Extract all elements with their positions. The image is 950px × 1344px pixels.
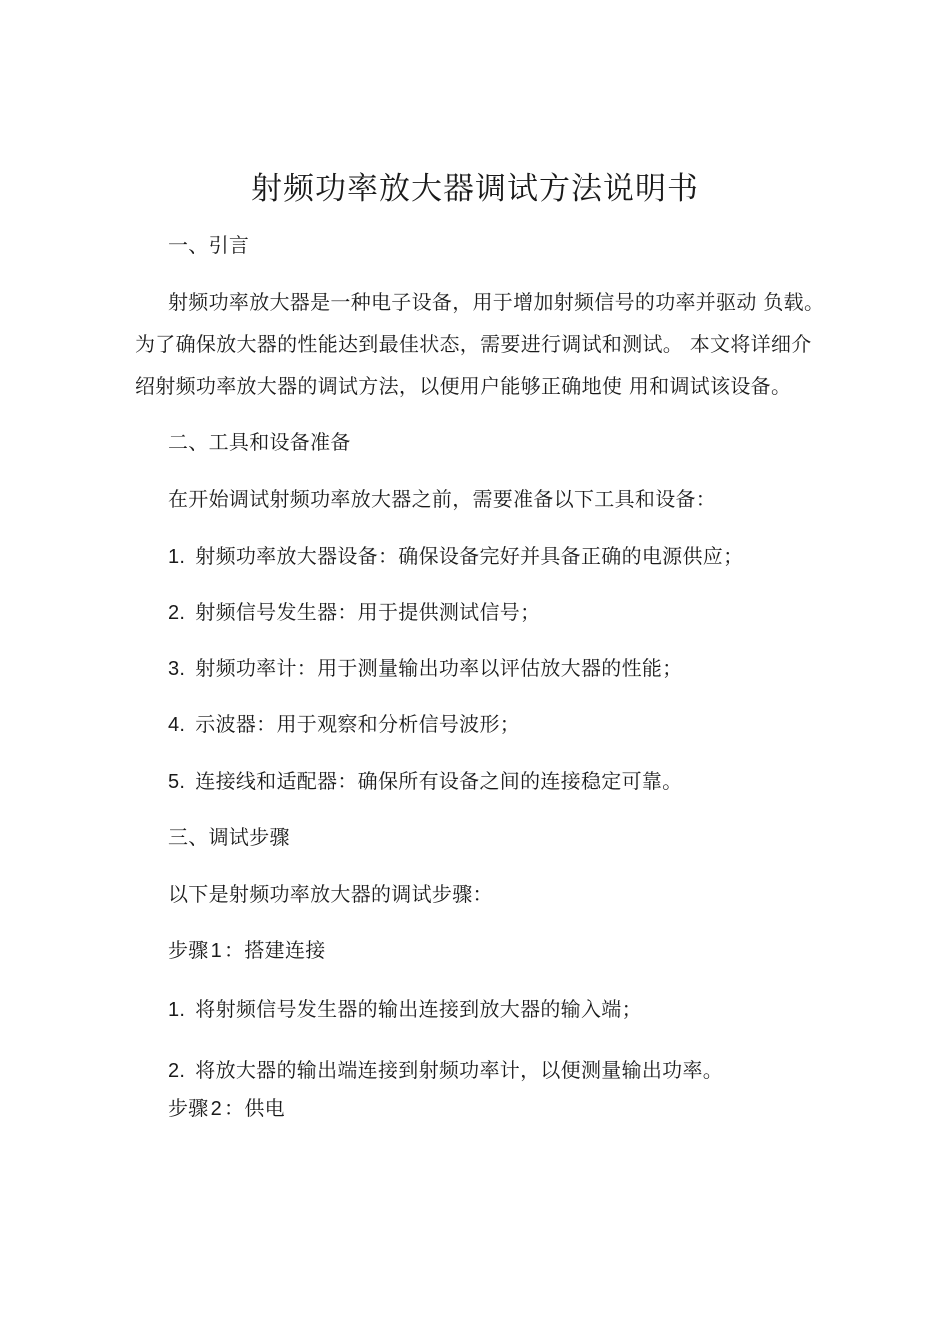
- section-heading-debug-steps: 三、调试步骤: [168, 825, 290, 849]
- list-item-text: 射频功率计：用于测量输出功率以评估放大器的性能；: [195, 656, 683, 680]
- list-item-text: 射频信号发生器：用于提供测试信号；: [195, 600, 541, 624]
- paragraph-line: 为了确保放大器的性能达到最佳状态，需要进行调试和测试。 本文将详细介: [135, 332, 812, 356]
- section-heading-tools: 二、工具和设备准备: [168, 430, 351, 454]
- list-item-text: 示波器：用于观察和分析信号波形；: [195, 712, 521, 736]
- list-item-number: 1.: [168, 999, 186, 1021]
- list-item-number: 2.: [168, 602, 186, 624]
- step-title: ：搭建连接: [224, 938, 326, 962]
- list-item-number: 2.: [168, 1060, 186, 1082]
- list-item-number: 5.: [168, 771, 186, 793]
- list-item: [168, 994, 642, 1025]
- paragraph-line: 以下是射频功率放大器的调试步骤：: [168, 882, 493, 906]
- list-item-number: 1.: [168, 546, 186, 568]
- list-item: [168, 597, 540, 628]
- list-item-text: 射频功率放大器设备：确保设备完好并具备正确的电源供应；: [195, 544, 744, 568]
- step-number: 2: [210, 1098, 223, 1120]
- step-heading: [168, 935, 326, 966]
- step-heading: [168, 1093, 285, 1124]
- list-item: [168, 709, 520, 740]
- step-prefix: 步骤: [168, 1096, 209, 1120]
- step-number: 1: [210, 940, 223, 962]
- list-item-text: 将射频信号发生器的输出连接到放大器的输入端；: [195, 997, 642, 1021]
- list-item: [168, 1055, 723, 1086]
- paragraph-line: 射频功率放大器是一种电子设备，用于增加射频信号的功率并驱动 负载。: [168, 290, 825, 314]
- paragraph-line: 在开始调试射频功率放大器之前，需要准备以下工具和设备：: [168, 487, 717, 511]
- list-item: [168, 766, 682, 797]
- list-item-text: 连接线和适配器：确保所有设备之间的连接稳定可靠。: [195, 769, 683, 793]
- list-item-number: 4.: [168, 714, 186, 736]
- list-item: [168, 653, 682, 684]
- list-item-number: 3.: [168, 658, 186, 680]
- document-title: 射频功率放大器调试方法说明书: [251, 171, 699, 207]
- step-prefix: 步骤: [168, 938, 209, 962]
- paragraph-line: 绍射频功率放大器的调试方法，以便用户能够正确地使 用和调试该设备。: [135, 374, 792, 398]
- list-item-text: 将放大器的输出端连接到射频功率计，以便测量输出功率。: [195, 1058, 724, 1082]
- section-heading-introduction: 一、引言: [168, 233, 250, 257]
- list-item: [168, 541, 743, 572]
- step-title: ：供电: [224, 1096, 285, 1120]
